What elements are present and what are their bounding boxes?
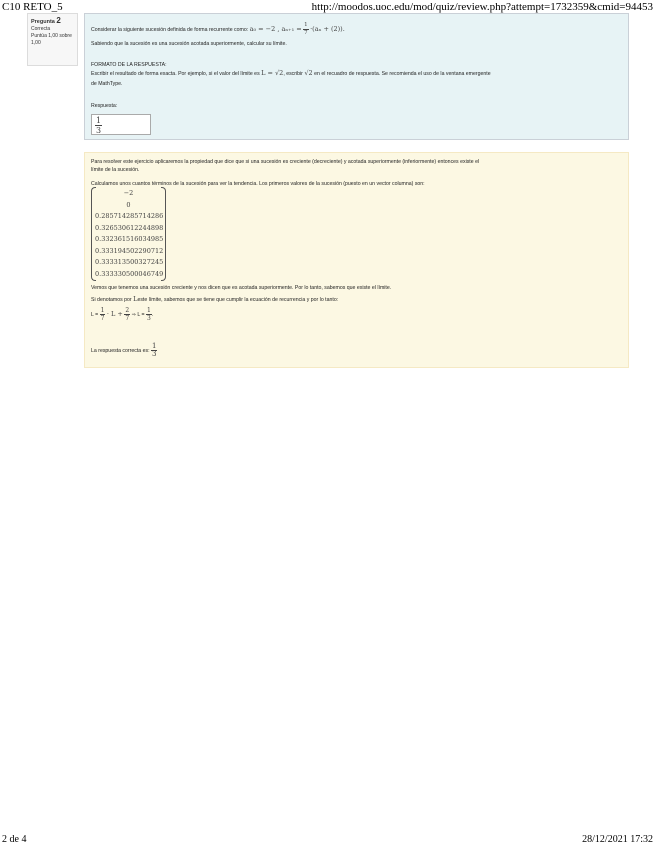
sequence-vector bbox=[91, 187, 166, 281]
question-state: Correcta bbox=[31, 26, 51, 32]
question-statement: Considerar la siguiente sucesión definida de forma recurrente como: a₀ = −2 , aₙ₊₁ = $\frac{1}{7}$ ·(aₙ + (2)). bbox=[91, 22, 345, 36]
feedback-paragraph-4: Si denotamos por Leste límite, sabemos que se tiene que cumplir la ecuación de recurrencia y por lo tanto: bbox=[91, 295, 339, 303]
vector-entry: 0.326530612244898 bbox=[95, 223, 164, 232]
header-title: C10 RETO_5 bbox=[2, 1, 63, 13]
limit-equation: L = $\frac{1}{7}$ · L + $\frac{2}{7}$ ⇒ L = $\frac{1}{3}$ . bbox=[91, 307, 154, 323]
format-title: FORMATO DE LA RESPUESTA: bbox=[91, 62, 167, 68]
answer-field[interactable] bbox=[91, 114, 151, 135]
question-grade: Puntúa 1,00 sobre 1,00 bbox=[31, 33, 72, 46]
feedback-paragraph-1: Para resolver este ejercicio aplicaremos la propiedad que dice que si una sucesión es creciente (decreciente) y acotada superiormente (inferiormente) entonces existe el límite de la sucesión. bbox=[91, 159, 480, 173]
vector-entry: 0.333313500327245 bbox=[95, 258, 164, 266]
answer-label: Respuesta: bbox=[91, 103, 118, 109]
page-counter: 2 de 4 bbox=[2, 834, 27, 845]
answer-value: $\frac{1}{3}$ bbox=[96, 116, 102, 135]
question-content bbox=[84, 13, 629, 140]
print-timestamp: 28/12/2021 17:32 bbox=[582, 834, 653, 845]
feedback-paragraph-3: Vemos que tenemos una sucesión creciente y nos dicen que es acotada superiormente. Por lo tanto, sabemos que existe el límite. bbox=[91, 285, 392, 291]
correct-answer: La respuesta correcta es: $\frac{1}{3}$ bbox=[91, 342, 157, 358]
vector-entry: −2 bbox=[123, 189, 134, 197]
vector-entry: 0.285714285714286 bbox=[95, 212, 164, 220]
question-instruction: Sabiendo que la sucesión es una sucesión acotada superiormente, calcular su límite. bbox=[91, 41, 287, 47]
vector-entry: 0.333330500046749 bbox=[95, 269, 164, 278]
general-feedback bbox=[84, 152, 629, 368]
print-footer bbox=[0, 834, 655, 848]
format-text-line2: de MathType. bbox=[91, 81, 123, 87]
header-url: http://moodos.uoc.edu/mod/quiz/review.php?attempt=1732359&cmid=94453 bbox=[311, 1, 653, 13]
vector-entry: 0.332361516034985 bbox=[95, 235, 164, 243]
format-text: Escribir el resultado de forma exacta. Por ejemplo, si el valor del límite es L = √2, escribir √2 en el recuadro de respuesta. Se recomienda el uso de la ventana emergente bbox=[91, 69, 491, 77]
question-number: Pregunta 2 bbox=[31, 16, 61, 25]
feedback-paragraph-2: Calculamos unos cuantos términos de la sucesión para ver la tendencia. Los primeros valores de la sucesión (puesto en un vector columna) son: bbox=[91, 181, 425, 187]
vector-entry: 0 bbox=[126, 200, 131, 209]
vector-entry: 0.333194502290712 bbox=[95, 246, 164, 255]
question-info-panel bbox=[27, 13, 78, 66]
